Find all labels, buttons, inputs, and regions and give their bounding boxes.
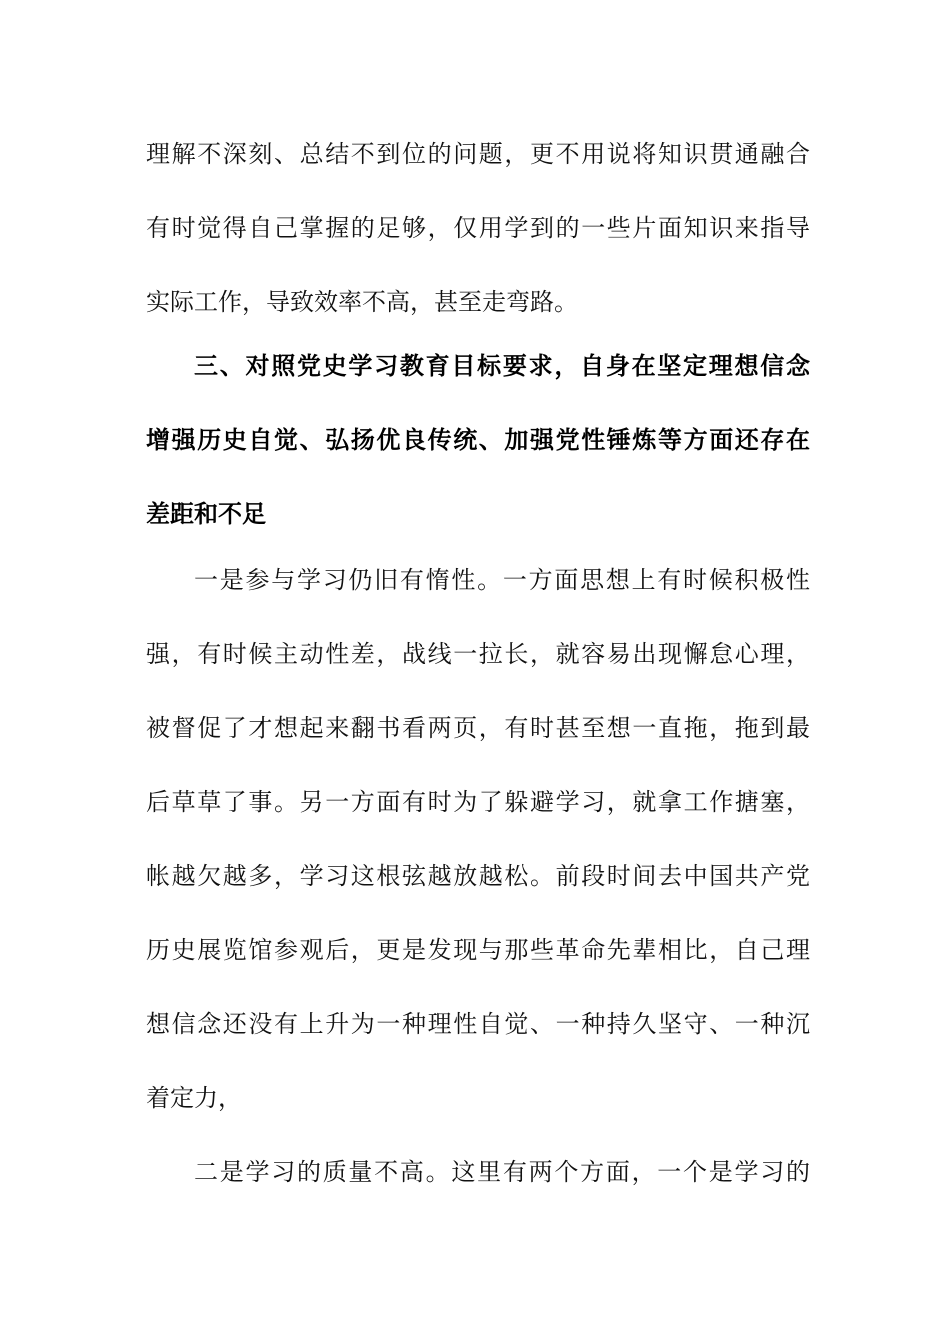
body-text-line: 想信念还没有上升为一种理性自觉、一种持久坚守、一种沉 bbox=[146, 1010, 810, 1038]
section-heading-line: 增强历史自觉、弘扬优良传统、加强党性锤炼等方面还存在 bbox=[146, 426, 810, 454]
body-text-line: 理解不深刻、总结不到位的问题，更不用说将知识贯通融合 bbox=[146, 140, 810, 168]
body-text-line: 强，有时候主动性差，战线一拉长，就容易出现懈怠心理， bbox=[146, 640, 810, 668]
body-text-line: 有时觉得自己掌握的足够，仅用学到的一些片面知识来指导 bbox=[146, 214, 810, 242]
paragraph-first-line: 二是学习的质量不高。这里有两个方面，一个是学习的 bbox=[194, 1158, 810, 1186]
body-text-line: 历史展览馆参观后，更是发现与那些革命先辈相比，自己理 bbox=[146, 936, 810, 964]
body-text-line: 后草草了事。另一方面有时为了躲避学习，就拿工作搪塞， bbox=[146, 788, 810, 816]
body-text-line: 帐越欠越多，学习这根弦越放越松。前段时间去中国共产党 bbox=[146, 862, 810, 890]
body-text-line: 被督促了才想起来翻书看两页，有时甚至想一直拖，拖到最 bbox=[146, 714, 810, 742]
section-heading-line: 三、对照党史学习教育目标要求，自身在坚定理想信念 bbox=[194, 352, 810, 380]
section-heading-line: 差距和不足 bbox=[146, 500, 266, 528]
body-text-line: 着定力， bbox=[146, 1084, 242, 1112]
paragraph-first-line: 一是参与学习仍旧有惰性。一方面思想上有时候积极性 bbox=[194, 566, 810, 594]
body-text-line: 实际工作，导致效率不高，甚至走弯路。 bbox=[146, 288, 578, 316]
